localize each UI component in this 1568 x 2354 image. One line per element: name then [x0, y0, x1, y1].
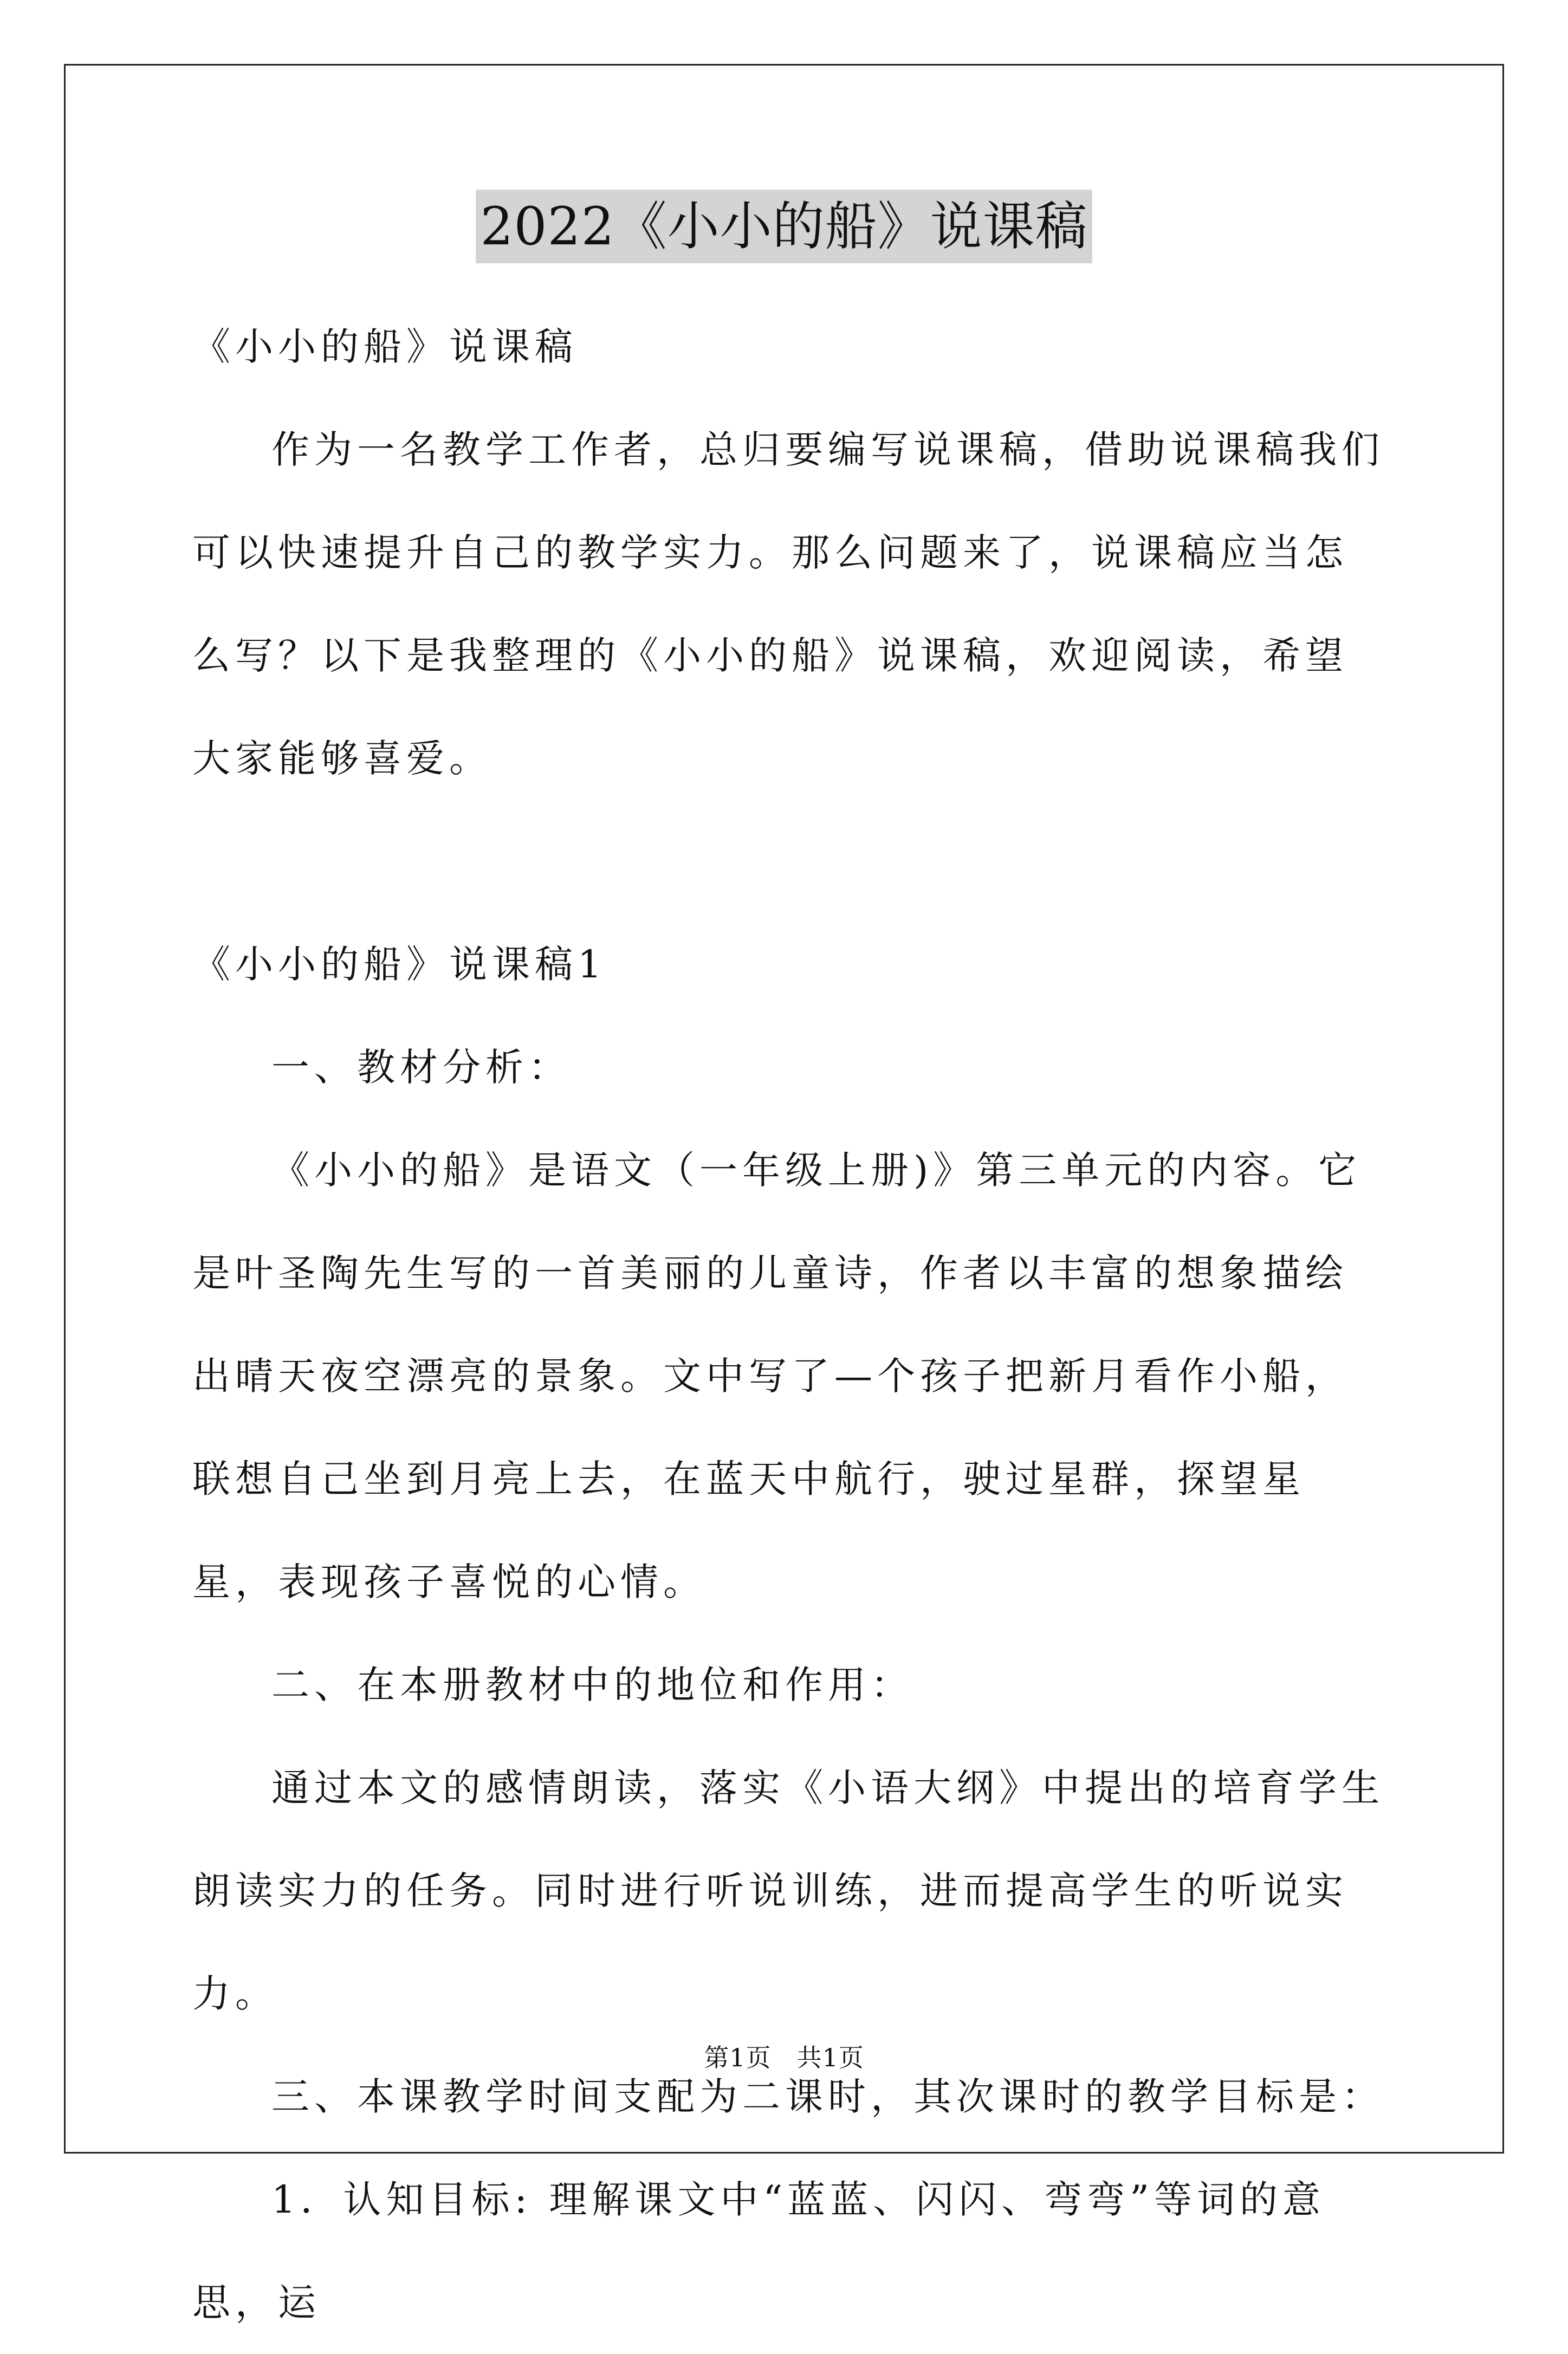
- title-block: [0, 190, 1568, 263]
- paragraph-textbook-analysis: 《小小的船》是语文（一年级上册)》第三单元的内容。它是叶圣陶先生写的一首美丽的儿童诗，作者以丰富的想象描绘出晴天夜空漂亮的景象。文中写了—个孩子把新月看作小船，联想自己坐到月亮上去，在蓝天中航行，驶过星群，探望星星，表现孩子喜悦的心情。: [192, 1148, 1362, 1604]
- document-title: 2022《小小的船》说课稿: [476, 190, 1092, 263]
- paragraph-intro: 作为一名教学工作者，总归要编写说课稿，借助说课稿我们可以快速提升自己的教学实力。那么问题来了，说课稿应当怎么写？以下是我整理的《小小的船》说课稿，欢迎阅读，希望大家能够喜爱。: [192, 427, 1384, 781]
- page-footer: [0, 2041, 1568, 2074]
- page-number: 第1页 共1页: [704, 2043, 864, 2072]
- paragraph-section-heading: 《小小的船》说课稿1: [192, 942, 607, 987]
- paragraph-objective-1: 1．认知目标: 理解课文中“蓝蓝、闪闪、弯弯”等词的意思，运: [192, 2177, 1325, 2325]
- paragraph-role: 通过本文的感情朗读，落实《小语大纲》中提出的培育学生朗读实力的任务。同时进行听说训练，进而提高学生的听说实力。: [192, 1766, 1384, 2016]
- paragraph-heading-schedule: 三、本课教学时间支配为二课时，其次课时的教学目标是：: [271, 2074, 1384, 2119]
- paragraph-heading-textbook-analysis: 一、教材分析：: [271, 1045, 571, 1090]
- paragraph-heading-role: 二、在本册教材中的地位和作用：: [271, 1663, 913, 1707]
- paragraph-subtitle: 《小小的船》说课稿: [192, 325, 578, 369]
